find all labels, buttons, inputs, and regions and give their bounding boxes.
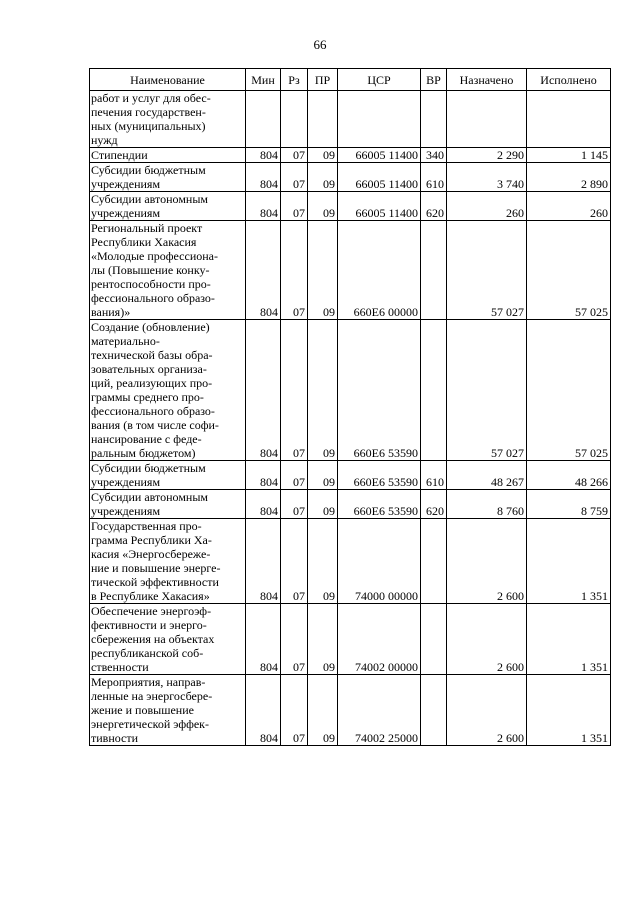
row-assigned: 48 267 — [447, 461, 527, 490]
row-pr: 09 — [308, 461, 338, 490]
row-name: Субсидии бюджетным учреждениям — [90, 461, 246, 490]
row-assigned: 8 760 — [447, 490, 527, 519]
header-csr: ЦСР — [338, 69, 421, 91]
row-vr — [421, 320, 447, 461]
row-vr: 610 — [421, 163, 447, 192]
row-csr: 660Е6 53590 — [338, 461, 421, 490]
row-assigned: 2 600 — [447, 519, 527, 604]
row-executed — [527, 91, 611, 148]
table-row — [90, 91, 611, 148]
row-name: Субсидии автономным учреждениям — [90, 192, 246, 221]
row-rz: 07 — [281, 192, 308, 221]
row-min: 804 — [246, 461, 281, 490]
row-min: 804 — [246, 490, 281, 519]
row-pr: 09 — [308, 519, 338, 604]
row-csr: 660Е6 53590 — [338, 320, 421, 461]
row-executed: 57 025 — [527, 221, 611, 320]
row-executed: 1 351 — [527, 675, 611, 746]
row-pr: 09 — [308, 163, 338, 192]
row-min: 804 — [246, 148, 281, 163]
row-min: 804 — [246, 192, 281, 221]
row-pr: 09 — [308, 675, 338, 746]
row-pr: 09 — [308, 490, 338, 519]
row-rz — [281, 91, 308, 148]
row-executed: 260 — [527, 192, 611, 221]
row-rz: 07 — [281, 519, 308, 604]
row-assigned: 2 600 — [447, 604, 527, 675]
row-csr: 66005 11400 — [338, 192, 421, 221]
row-assigned: 2 600 — [447, 675, 527, 746]
row-executed: 57 025 — [527, 320, 611, 461]
row-csr: 66005 11400 — [338, 163, 421, 192]
row-assigned — [447, 91, 527, 148]
row-min — [246, 91, 281, 148]
page-number: 66 — [313, 37, 327, 52]
row-executed: 1 351 — [527, 604, 611, 675]
row-pr: 09 — [308, 320, 338, 461]
row-rz: 07 — [281, 604, 308, 675]
row-assigned: 57 027 — [447, 221, 527, 320]
row-min: 804 — [246, 320, 281, 461]
row-assigned: 260 — [447, 192, 527, 221]
row-rz: 07 — [281, 461, 308, 490]
header-assigned: Назначено — [447, 69, 527, 91]
row-name: работ и услуг для обес- печения государствен- ных (муниципальных) нужд — [90, 91, 246, 148]
header-min: Мин — [246, 69, 281, 91]
row-csr: 66005 11400 — [338, 148, 421, 163]
table-row — [90, 461, 611, 490]
row-name: Субсидии автономным учреждениям — [90, 490, 246, 519]
row-name: Субсидии бюджетным учреждениям — [90, 163, 246, 192]
table-row — [90, 320, 611, 461]
row-csr: 74002 00000 — [338, 604, 421, 675]
row-min: 804 — [246, 519, 281, 604]
row-min: 804 — [246, 221, 281, 320]
row-assigned: 57 027 — [447, 320, 527, 461]
row-pr: 09 — [308, 192, 338, 221]
table-header-row — [90, 69, 611, 91]
row-name: Обеспечение энергоэф- фективности и энерго- сбережения на объектах республиканской соб- ственности — [90, 604, 246, 675]
table-row — [90, 163, 611, 192]
row-rz: 07 — [281, 490, 308, 519]
header-rz: Рз — [281, 69, 308, 91]
row-vr — [421, 604, 447, 675]
row-vr — [421, 675, 447, 746]
row-rz: 07 — [281, 163, 308, 192]
budget-table — [89, 68, 611, 746]
row-vr: 340 — [421, 148, 447, 163]
row-csr — [338, 91, 421, 148]
row-pr: 09 — [308, 604, 338, 675]
row-min: 804 — [246, 675, 281, 746]
row-executed: 2 890 — [527, 163, 611, 192]
row-executed: 1 351 — [527, 519, 611, 604]
row-name: Мероприятия, направ- ленные на энергосбере- жение и повышение энергетической эффек- тивности — [90, 675, 246, 746]
row-rz: 07 — [281, 221, 308, 320]
row-vr: 620 — [421, 192, 447, 221]
row-vr: 610 — [421, 461, 447, 490]
row-assigned: 2 290 — [447, 148, 527, 163]
row-vr: 620 — [421, 490, 447, 519]
header-vr: ВР — [421, 69, 447, 91]
row-vr — [421, 91, 447, 148]
table-row — [90, 221, 611, 320]
row-rz: 07 — [281, 675, 308, 746]
row-min: 804 — [246, 604, 281, 675]
row-pr: 09 — [308, 221, 338, 320]
row-min: 804 — [246, 163, 281, 192]
table-row — [90, 148, 611, 163]
table-row — [90, 192, 611, 221]
table-row — [90, 519, 611, 604]
row-rz: 07 — [281, 148, 308, 163]
row-name: Региональный проект Республики Хакасия «Молодые профессиона- лы (Повышение конку- рентоспособности про- фессионального образо- вания)» — [90, 221, 246, 320]
row-name: Создание (обновление) материально- технической базы обра- зовательных организа- ций, реализующих про- граммы среднего про- фессионального образо- вания (в том числе софи- нансирование с феде- ральным бюджетом) — [90, 320, 246, 461]
row-vr — [421, 221, 447, 320]
header-pr: ПР — [308, 69, 338, 91]
row-csr: 660Е6 00000 — [338, 221, 421, 320]
row-executed: 8 759 — [527, 490, 611, 519]
header-executed: Исполнено — [527, 69, 611, 91]
row-executed: 48 266 — [527, 461, 611, 490]
row-csr: 74002 25000 — [338, 675, 421, 746]
table-row — [90, 490, 611, 519]
row-pr: 09 — [308, 148, 338, 163]
row-csr: 74000 00000 — [338, 519, 421, 604]
header-name: Наименование — [90, 69, 246, 91]
row-executed: 1 145 — [527, 148, 611, 163]
table-row — [90, 675, 611, 746]
row-name: Государственная про- грамма Республики Ха- касия «Энергосбереже- ние и повышение энерге- тической эффективности в Республике Хакасия» — [90, 519, 246, 604]
row-vr — [421, 519, 447, 604]
table-row — [90, 604, 611, 675]
row-pr — [308, 91, 338, 148]
row-rz: 07 — [281, 320, 308, 461]
row-assigned: 3 740 — [447, 163, 527, 192]
row-name: Стипендии — [90, 148, 246, 163]
row-csr: 660Е6 53590 — [338, 490, 421, 519]
